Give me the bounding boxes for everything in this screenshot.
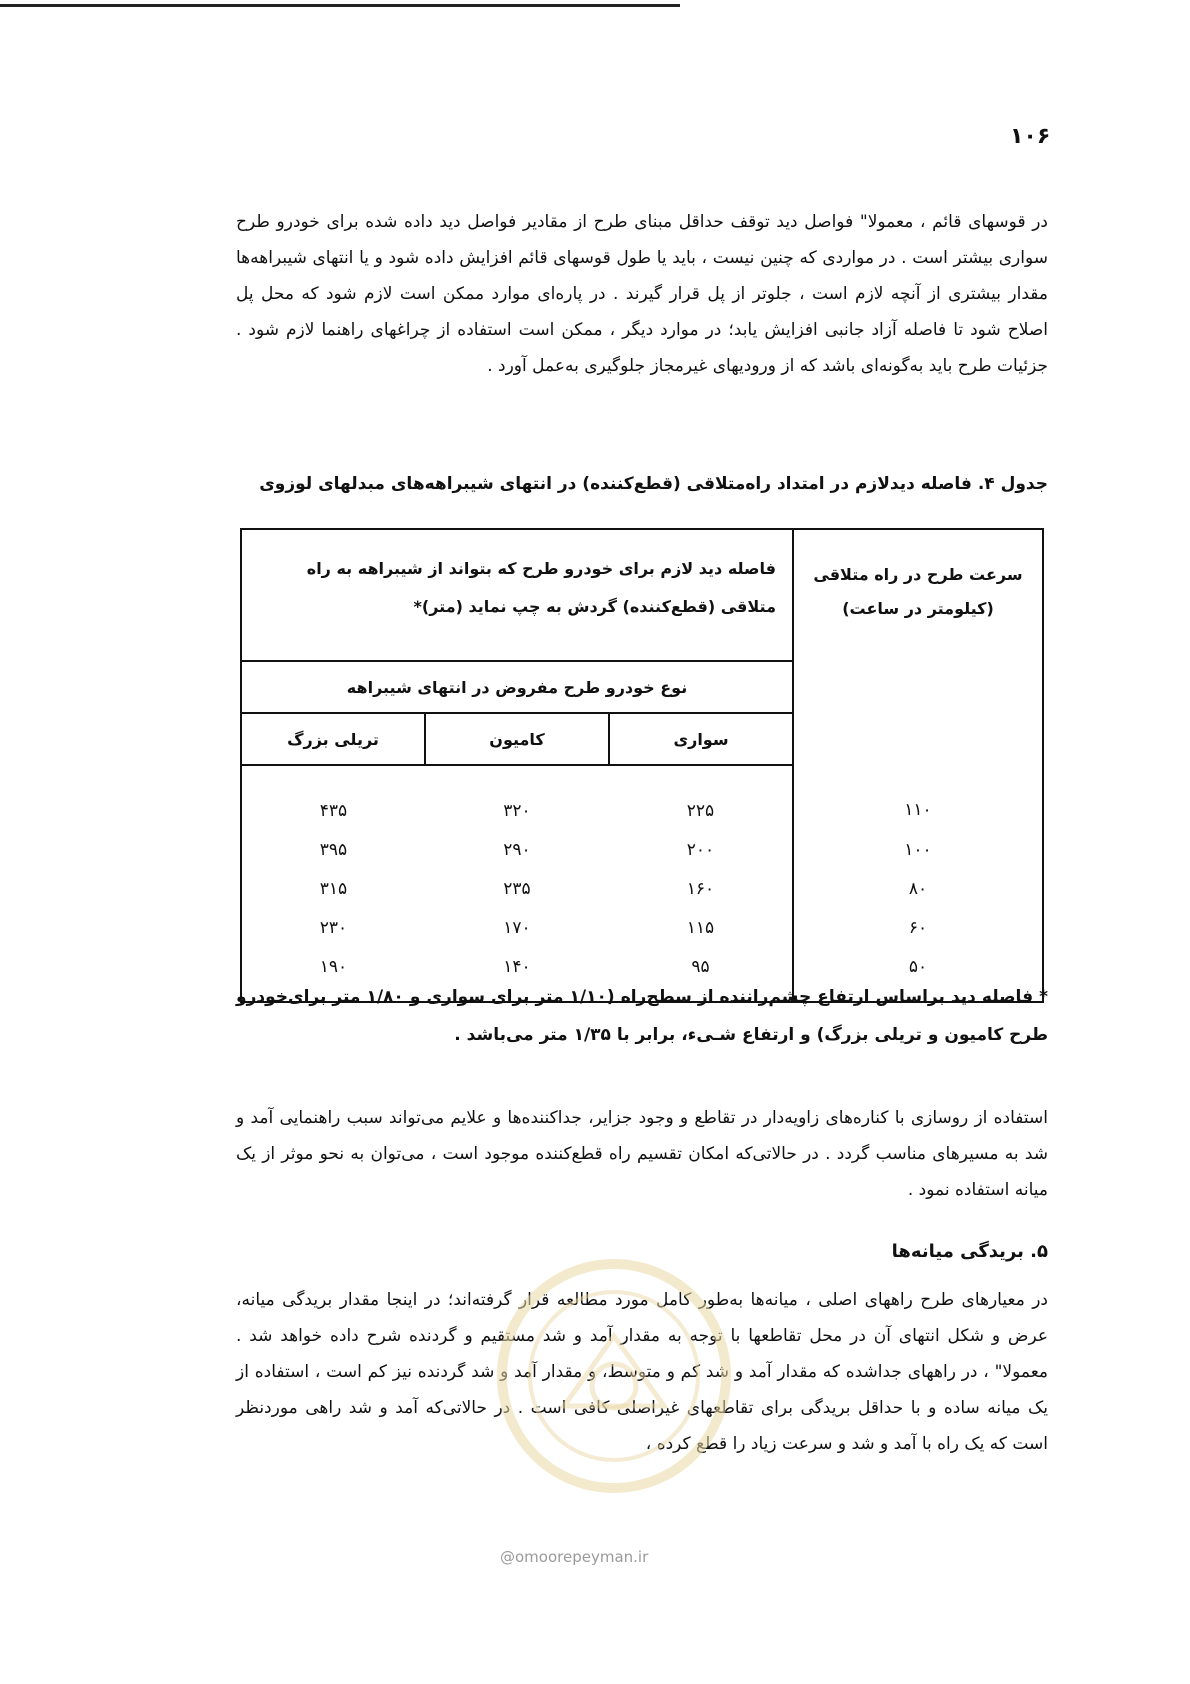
cell-truck: ۱۷۰ xyxy=(503,917,531,938)
paragraph-median-openings: در معیارهای طرح راههای اصلی ، میانه‌ها به‌طور کامل مورد مطالعه قرار گرفته‌اند؛ در اینجا مقدار بریدگی میانه، عرض و شکل انتهای آن در محل تقاطعها با توجه به مقدار آمد و شد مستقیم و گردنده شرح داده خواهد شد . معمولا" ، در راههای جداشده که مقدار آمد و شد کم و متوسط، و مقدار آمد و شد گردنده نیز کم است ، استفاده از یک میانه ساده و با حداقل بریدگی برای تقاطعهای غیراصلی کافی است . در حالاتی‌که آمد و شد راهی موردنظر است که یک راه با آمد و شد و سرعت زیاد را قطع کرده ، xyxy=(236,1290,1048,1454)
paragraph-channelization: استفاده از روسازی با کناره‌های زاویه‌دار در تقاطع و وجود جزایر، جداکننده‌ها و علایم می‌تواند سبب راهنمایی آمد و شد به مسیرهای مناسب گردد . در حالاتی‌که امکان تقسیم راه قطع‌کننده موجود است ، می‌توان به نحو موثر از یک میانه استفاده نمود . xyxy=(236,1108,1048,1200)
header-car: سواری xyxy=(609,713,793,765)
header-design-speed: سرعت طرح در راه متلاقی (کیلومتر در ساعت) xyxy=(793,529,1043,765)
table-row xyxy=(241,765,1043,830)
cell-truck: ۲۳۵ xyxy=(503,878,531,899)
table-row xyxy=(241,830,1043,869)
header-trailer: تریلی بزرگ xyxy=(241,713,425,765)
cell-speed: ۸۰ xyxy=(793,869,1043,908)
section-heading-median-openings: ۵. بریدگی میانه‌ها xyxy=(891,1241,1048,1262)
cell-car: ۹۵ xyxy=(691,956,710,977)
cell-car: ۲۲۵ xyxy=(686,800,715,821)
top-rule xyxy=(0,4,680,7)
cell-trailer: ۳۹۵ xyxy=(319,839,348,860)
table-caption: جدول ۴. فاصله دیدلازم در امتداد راه‌متلاقی (قطع‌کننده) در انتهای شیبراهه‌های مبدلهای لوزوی xyxy=(259,474,1048,494)
cell-trailer: ۲۳۰ xyxy=(319,917,348,938)
header-vehicle-type: نوع خودرو طرح مفروض در انتهای شیبراهه xyxy=(241,661,793,713)
cell-speed: ۱۱۰ xyxy=(793,765,1043,830)
cell-trailer: ۱۹۰ xyxy=(319,956,348,977)
cell-car: ۲۰۰ xyxy=(686,839,715,860)
table-footnote: * فاصله دید براساس ارتفاع چشم‌راننده از سطح‌راه (۱/۱۰ متر برای سواری و ۱/۸۰ متر برای‌خودرو طرح کامیون و تریلی بزرگ) و ارتفاع شـیء، برابر با ۱/۳۵ متر می‌باشد . xyxy=(236,987,1048,1045)
table-row xyxy=(241,908,1043,947)
sight-distance-table xyxy=(240,528,1044,1003)
watermark-text: @omoorepeyman.ir xyxy=(500,1548,649,1566)
cell-trailer: ۴۳۵ xyxy=(319,800,348,821)
paragraph-vertical-curves: در قوسهای قائم ، معمولا" فواصل دید توقف حداقل مبنای طرح از مقادیر فواصل دید داده شده برای خودرو طرح سواری بیشتر است . در مواردی که چنین نیست ، باید یا طول قوسهای قائم افزایش داده شود و یا انتهای شیبراهه‌ها مقدار بیشتری از آنچه لازم است ، جلوتر از پل قرار گیرند . در پاره‌ای موارد ممکن است لازم شود که محل پل اصلاح شود تا فاصله آزاد جانبی افزایش یابد؛ در موارد دیگر ، ممکن است استفاده از چراغهای راهنما لازم شود . جزئیات طرح باید به‌گونه‌ای باشد که از ورودیهای غیرمجاز جلوگیری به‌عمل آورد . xyxy=(236,212,1048,376)
cell-car: ۱۱۵ xyxy=(686,917,715,938)
cell-speed: ۵۰ xyxy=(793,947,1043,1002)
cell-truck: ۳۲۰ xyxy=(503,800,531,821)
cell-car: ۱۶۰ xyxy=(686,878,715,899)
cell-truck: ۱۴۰ xyxy=(503,956,531,977)
cell-speed: ۶۰ xyxy=(793,908,1043,947)
header-truck: کامیون xyxy=(425,713,609,765)
cell-trailer: ۳۱۵ xyxy=(319,878,348,899)
cell-speed: ۱۰۰ xyxy=(793,830,1043,869)
table-row xyxy=(241,869,1043,908)
page-number: ۱۰۶ xyxy=(1010,124,1051,149)
header-sight-distance: فاصله دید لازم برای خودرو طرح که بتواند از شیبراهه به راه متلاقی (قطع‌کننده) گردش به چپ نماید (متر)* xyxy=(241,529,793,661)
cell-truck: ۲۹۰ xyxy=(503,839,531,860)
